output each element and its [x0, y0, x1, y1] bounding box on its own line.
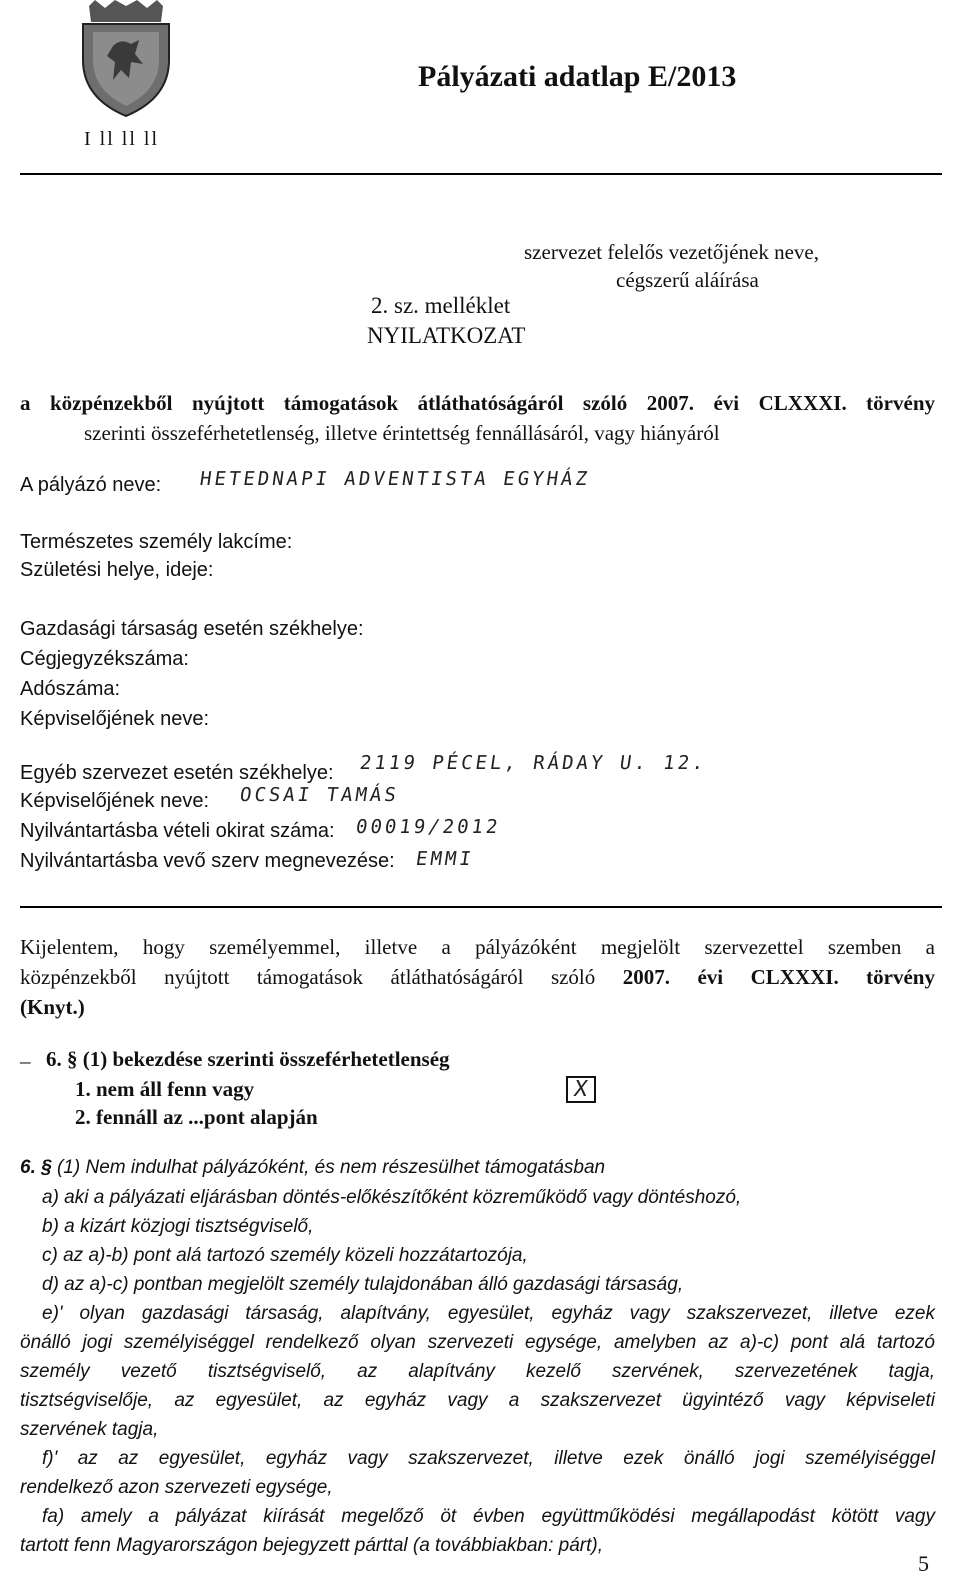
declaration-line-2-text: közpénzekből nyújtott támogatások átláthatóságáról szóló: [20, 965, 623, 989]
law-point-e-line-3: személy vezető tisztségviselő, az alapítvány kezelő szervének, szervezetének tagja,: [20, 1361, 935, 1382]
section-divider: [20, 906, 942, 908]
law-point-e-line-4: tisztségviselője, az egyesület, az egyház vagy a szakszervezet ügyintéző vagy képviseleti: [20, 1390, 935, 1411]
law-point-d: d) az a)-c) pontban megjelölt személy tulajdonában álló gazdasági társaság,: [42, 1274, 684, 1295]
company-rep-label: Képviselőjének neve:: [20, 708, 210, 730]
applicant-name-label: A pályázó neve:: [20, 474, 162, 496]
declaration-line-3: (Knyt.): [20, 995, 85, 1019]
law-intro-text: (1) Nem indulhat pályázóként, és nem részesülhet támogatásban: [51, 1157, 606, 1178]
company-seat-label: Gazdasági társaság esetén székhelye:: [20, 618, 364, 640]
incompatibility-option-1: 1. nem áll fenn vagy: [75, 1077, 255, 1101]
annex-subtitle-line-1: a közpénzekből nyújtott támogatások átláthatóságáról szóló 2007. évi CLXXXI. törvény: [20, 391, 935, 415]
incompatibility-option-2: 2. fennáll az ...pont alapján: [75, 1105, 318, 1129]
crest-caption: I ll ll ll: [84, 128, 159, 150]
incompatibility-dash: –: [20, 1049, 31, 1073]
other-org-rep-value: OCSAI TAMÁS: [238, 784, 401, 806]
annex-number: 2. sz. melléklet: [371, 293, 511, 318]
other-org-rep-label: Képviselőjének neve:: [20, 790, 210, 812]
coat-of-arms-logo: [75, 0, 177, 118]
other-org-doc-value: 00019/2012: [354, 816, 502, 838]
signature-line-1: szervezet felelős vezetőjének neve,: [524, 240, 819, 264]
applicant-name-value: HETEDNAPI ADVENTISTA EGYHÁZ: [198, 468, 592, 490]
law-intro: [20, 1157, 605, 1179]
incompatibility-heading: 6. § (1) bekezdése szerinti összeférhetetlenség: [46, 1047, 450, 1071]
natural-person-address-label: Természetes személy lakcíme:: [20, 531, 293, 553]
law-point-fa-line-2: tartott fenn Magyarországon bejegyzett párttal (a továbbiakban: párt),: [20, 1535, 603, 1556]
law-point-c: c) az a)-b) pont alá tartozó személy közeli hozzátartozója,: [42, 1245, 528, 1266]
option-1-checkbox[interactable]: [566, 1076, 596, 1103]
header-divider: [20, 173, 942, 175]
annex-subtitle-line-2: szerinti összeférhetetlenség, illetve érintettség fennállásáról, vagy hiányáról: [84, 421, 720, 445]
page-number: 5: [918, 1551, 929, 1576]
declaration-line-2: [20, 962, 935, 992]
law-section-number: 6. §: [20, 1157, 52, 1178]
other-org-registrar-value: EMMI: [414, 848, 476, 870]
company-tax-label: Adószáma:: [20, 678, 121, 700]
natural-person-birth-label: Születési helye, ideje:: [20, 559, 214, 581]
declaration-line-1: Kijelentem, hogy személyemmel, illetve a pályázóként megjelölt szervezettel szemben a: [20, 935, 935, 959]
declaration-law-reference: 2007. évi CLXXXI. törvény: [622, 965, 935, 989]
other-org-seat-value: 2119 PÉCEL, RÁDAY U. 12.: [358, 752, 709, 774]
law-point-a: a) aki a pályázati eljárásban döntés-előkészítőként közreműködő vagy döntéshozó,: [42, 1187, 742, 1208]
other-org-seat-label: Egyéb szervezet esetén székhelye:: [20, 762, 334, 784]
law-point-f-line-1: f)' az az egyesület, egyház vagy szakszervezet, illetve ezek önálló jogi személyiséggel: [42, 1448, 935, 1469]
other-org-doc-label: Nyilvántartásba vételi okirat száma:: [20, 820, 335, 842]
annex-title: NYILATKOZAT: [367, 323, 526, 348]
other-org-registrar-label: Nyilvántartásba vevő szerv megnevezése:: [20, 850, 395, 872]
page-title: Pályázati adatlap E/2013: [418, 60, 737, 93]
signature-line-2: cégszerű aláírása: [616, 268, 759, 292]
law-point-e-line-2: önálló jogi személyiséggel rendelkező olyan szervezeti egysége, amelyben az a)-c) pont alá tartozó: [20, 1332, 935, 1353]
law-point-e-line-5: szervének tagja,: [20, 1419, 159, 1440]
law-point-f-line-2: rendelkező azon szervezeti egysége,: [20, 1477, 333, 1498]
company-registry-label: Cégjegyzékszáma:: [20, 648, 189, 670]
law-point-fa-line-1: fa) amely a pályázat kiírását megelőző öt évben együttműködési megállapodást kötött vagy: [42, 1506, 935, 1527]
law-point-b: b) a kizárt közjogi tisztségviselő,: [42, 1216, 314, 1237]
option-1-checkmark: X: [572, 1077, 590, 1102]
law-point-e-line-1: e)' olyan gazdasági társaság, alapítvány, egyesület, egyház vagy szakszervezet, illetve ezek: [42, 1303, 935, 1324]
